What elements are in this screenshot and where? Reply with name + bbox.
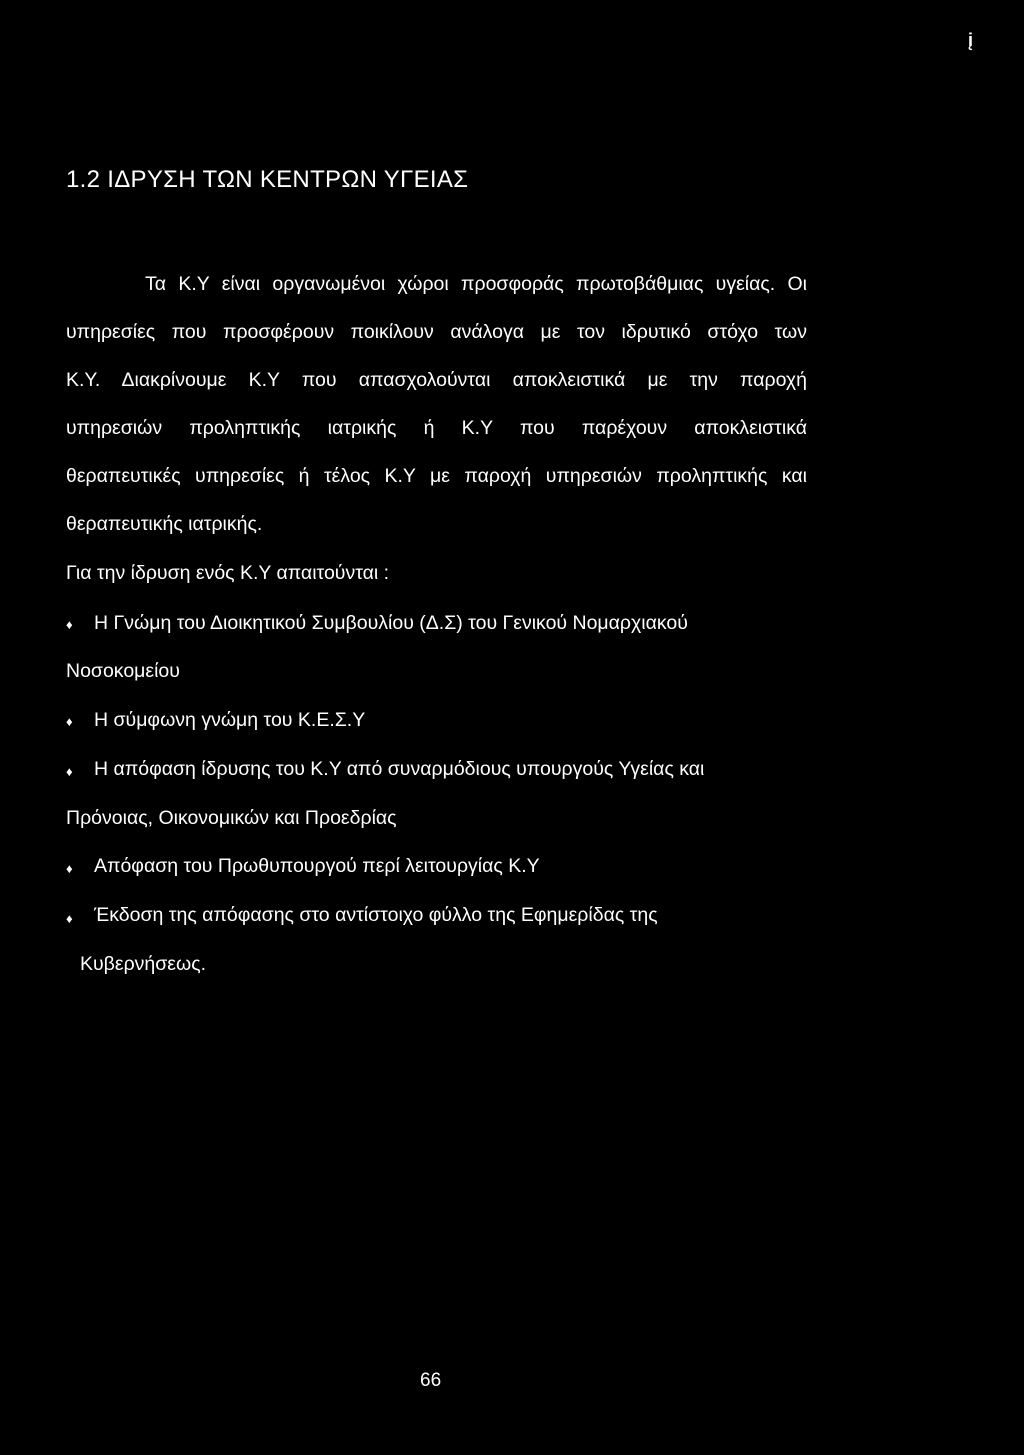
requirement-line: Έκδοση της απόφασης στο αντίστοιχο φύλλο της Εφημερίδας της [94, 904, 658, 926]
paragraph-line: θεραπευτικές υπηρεσίες ή τέλος Κ.Υ με παροχή υπηρεσιών προληπτικής και [66, 465, 807, 487]
diamond-bullet-icon: ♦ [66, 764, 73, 779]
diamond-bullet-icon: ♦ [66, 714, 73, 729]
requirement-continuation: Κυβερνήσεως. [80, 953, 207, 975]
paragraph-line: Κ.Υ. Διακρίνουμε Κ.Υ που απασχολούνται αποκλειστικά με την παροχή [66, 369, 807, 391]
diamond-bullet-icon: ♦ [66, 861, 73, 876]
requirement-line: Η απόφαση ίδρυσης του Κ.Υ από συναρμόδιους υπουργούς Υγείας και [94, 758, 705, 780]
diamond-bullet-icon: ♦ [66, 617, 73, 632]
requirement-line: Απόφαση του Πρωθυπουργού περί λειτουργίας Κ.Υ [94, 855, 540, 877]
section-title: 1.2 ΙΔΡΥΣΗ ΤΩΝ ΚΕΝΤΡΩΝ ΥΓΕΙΑΣ [66, 166, 469, 193]
diamond-bullet-icon: ♦ [66, 911, 73, 926]
paragraph-line: υπηρεσιών προληπτικής ιατρικής ή Κ.Υ που παρέχουν αποκλειστικά [66, 417, 807, 439]
requirement-continuation: Νοσοκομείου [66, 660, 180, 682]
page-number: 66 [420, 1370, 442, 1391]
requirement-continuation: Πρόνοιας, Οικονομικών και Προεδρίας [66, 807, 397, 829]
requirement-line: Η σύμφωνη γνώμη του Κ.Ε.Σ.Υ [94, 709, 366, 731]
paragraph-line: υπηρεσίες που προσφέρουν ποικίλουν ανάλογα με τον ιδρυτικό στόχο των [66, 321, 807, 343]
requirement-line: Η Γνώμη του Διοικητικού Συμβουλίου (Δ.Σ) του Γενικού Νομαρχιακού [94, 612, 688, 634]
paragraph-line: θεραπευτικής ιατρικής. [66, 513, 263, 535]
requirements-heading: Για την ίδρυση ενός Κ.Υ απαιτούνται : [66, 562, 390, 584]
corner-mark: į [968, 30, 973, 50]
paragraph-line: Τα Κ.Υ είναι οργανωμένοι χώροι προσφοράς πρωτοβάθμιας υγείας. Οι [145, 273, 807, 295]
